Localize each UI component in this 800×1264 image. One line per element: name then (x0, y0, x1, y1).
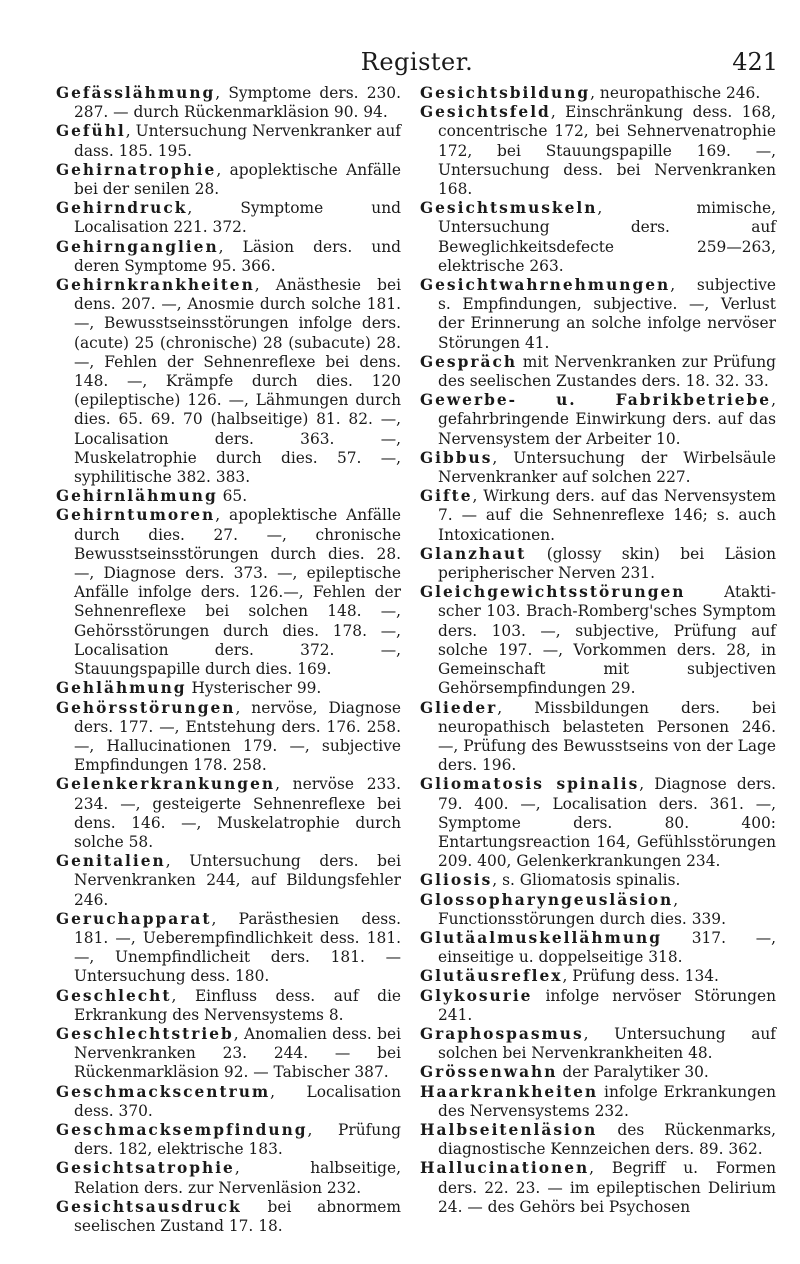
index-entry-headword: Glutäalmuskellähmung (420, 928, 662, 947)
index-entry (56, 987, 401, 1025)
index-entry-text: , Missbildungen ders. bei neuropathisch belasteten Personen 246. —, Prüfung des Bewusstseins von der Lage ders. 196. (438, 698, 776, 775)
index-entry (420, 84, 776, 103)
index-entry (420, 583, 776, 698)
index-entry (420, 967, 776, 986)
index-entry (56, 679, 401, 698)
index-entry-text: , Symptome und Localisation 221. 372. (74, 199, 401, 237)
index-entry-text: mit Nervenkranken zur Prüfung des seelischen Zustandes ders. 18. 32. 33. (438, 352, 776, 391)
index-entry-text: 65. (217, 487, 248, 506)
index-entry-text: , nervöse, Diagnose ders. 177. —, Entstehung ders. 176. 258. —, Hallucinationen 179. —, subjective Empfindungen 178. 258. (74, 698, 401, 775)
index-entry-text: , Symptome ders. 230. 287. — durch Rückenmarkläsion 90. 94. (74, 84, 401, 122)
index-entry-headword: Geschlechtstrieb (56, 1024, 234, 1043)
index-entry-text: Hysterischer 99. (186, 679, 322, 698)
index-entry-headword: Gehirnganglien (56, 237, 219, 256)
index-entry (56, 1159, 401, 1197)
index-entry-headword: Hallucinationen (420, 1159, 590, 1178)
index-entry (420, 1083, 776, 1121)
index-entry-headword: Gewerbe- u. Fabrikbetriebe (420, 391, 772, 410)
index-entry-headword: Gehirnlähmung (56, 487, 218, 506)
index-entry (56, 122, 401, 160)
index-entry-text: , Anästhesie bei dens. 207. —, Anosmie durch solche 181. —, Bewusstseinsstörungen infolge ders. (acute) 25 (chronische) 28 (subacute) 28. —, Fehlen der Sehnenreflexe bei dens. 148. —, Krämpfe durch dies. 120 (epileptische) 126. —, Lähmungen durch dies. 65. 69. 70 (halbseitige) 81. 82. —, Localisation ders. 363. —, Muskelatrophie durch dies. 57. —, syphilitische 382. 383. (74, 276, 401, 487)
index-entry (420, 987, 776, 1025)
index-entry-text: , mimische, Untersuchung ders. auf Beweglichkeitsdefecte 259—263, elektrische 263. (438, 199, 776, 275)
index-entry-headword: Gleichgewichtsstörungen (420, 583, 686, 602)
index-entry-text: , Begriff u. Formen ders. 22. 23. — im epileptischen Delirium 24. — des Gehörs bei Psychosen (438, 1159, 776, 1216)
index-entry-text: , Wirkung ders. auf das Nervensystem 7. — auf die Sehnenreflexe 146; s. auch Intoxicationen. (438, 487, 776, 544)
index-entry (420, 1063, 776, 1082)
index-entry-headword: Gespräch (420, 352, 518, 371)
index-entry-text: , nervöse 233. 234. —, gesteigerte Sehnenreflexe bei dens. 146. —, Muskelatrophie durch solche 58. (74, 775, 401, 851)
index-entry-headword: Glossopharyngeusläsion (420, 890, 674, 909)
index-entry-text: des Rückenmarks, diagnostische Kennzeichen ders. 89. 362. (438, 1120, 776, 1159)
index-entry-text: 317. —, einseitige u. doppelseitige 318. (438, 928, 776, 967)
index-entry (56, 1083, 401, 1121)
index-entry-headword: Geschmacksempfindung (56, 1120, 308, 1139)
index-entry-headword: Grössenwahn (420, 1063, 558, 1082)
index-entry (56, 1198, 401, 1236)
page-number: 421 (732, 48, 778, 76)
index-entry-text: infolge Erkrankungen des Nervensystems 232. (438, 1082, 776, 1120)
index-entry (56, 852, 401, 910)
index-entry-text: der Paralytiker 30. (557, 1063, 709, 1082)
index-entry-headword: Geschmackscentrum (56, 1082, 271, 1101)
index-entry (56, 775, 401, 852)
index-entry (420, 545, 776, 583)
index-entry (420, 1121, 776, 1159)
index-entry-text: , Localisation dess. 370. (74, 1082, 401, 1120)
index-entry (420, 199, 776, 276)
index-entry-headword: Gesichtsatrophie (56, 1159, 235, 1178)
index-entry-headword: Halbseitenläsion (420, 1120, 598, 1139)
index-entry-text: , Untersuchung Nervenkranker auf dass. 185. 195. (74, 122, 401, 160)
index-entry (56, 276, 401, 487)
index-entry-headword: Gehirntumoren (56, 506, 216, 525)
index-entry (56, 699, 401, 776)
index-entry-headword: Haarkrankheiten (420, 1082, 599, 1101)
index-entry-text: , Anomalien dess. bei Nervenkranken 23. 244. — bei Rückenmarkläsion 92. — Tabischer 387. (74, 1024, 401, 1082)
index-entry-text: , Untersuchung auf solchen bei Nervenkrankheiten 48. (438, 1024, 776, 1063)
right-index-column (420, 84, 776, 1217)
index-entry-headword: Gliosis (420, 871, 493, 890)
index-entry (56, 238, 401, 276)
index-entry (56, 910, 401, 987)
index-entry-text: , Prüfung dess. 134. (562, 967, 719, 986)
running-title: Register. (360, 48, 474, 76)
index-entry (420, 929, 776, 967)
index-entry-text: , Untersuchung ders. bei Nervenkranken 244, auf Bildungsfehler 246. (74, 852, 401, 909)
index-entry-text: , apoplektische Anfälle bei der senilen 28. (74, 160, 401, 199)
index-entry-headword: Gesichtsfeld (420, 103, 551, 122)
index-entry-headword: Gelenkerkrankungen (56, 775, 276, 794)
index-entry-headword: Gehirnatrophie (56, 160, 217, 179)
index-entry-text: , subjective s. Empfindungen, subjective. —, Verlust der Erinnerung an solche infolge nervöser Störungen 41. (438, 276, 776, 352)
index-entry-text: Ataktischer 103. Brach-Romberg'sches Symptom ders. 103. —, subjective, Prüfung auf solche 197. —, Vorkommen ders. 28, in Gemeinschaft mit subjectiven Gehörsempfindungen 29. (438, 583, 776, 698)
index-entry (56, 1121, 401, 1159)
index-entry-headword: Gliomatosis spinalis (420, 775, 640, 794)
index-entry-text: , apoplektische Anfälle durch dies. 27. —, chronische Bewusstseinsstörungen durch dies. 28. —, Diagnose ders. 373. —, epileptische Anfälle infolge ders. 126.—, Fehlen der Sehnenreflexe bei solchen 148. —, Gehörsstörungen durch dies. 178. —, Localisation ders. 372. —, Stauungspapille durch dies. 169. (74, 506, 401, 679)
index-entry-headword: Gesichtwahrnehmungen (420, 276, 671, 295)
index-entry-headword: Gesichtsmuskeln (420, 199, 598, 218)
index-entry (420, 699, 776, 776)
index-entry-headword: Graphospasmus (420, 1024, 584, 1043)
index-entry-headword: Geruchapparat (56, 909, 212, 928)
index-entry (420, 391, 776, 449)
index-entry (56, 199, 401, 237)
index-entry (420, 103, 776, 199)
index-entry (56, 506, 401, 679)
index-entry (420, 353, 776, 391)
index-entry-headword: Gehirnkrankheiten (56, 276, 255, 295)
index-entry-headword: Gehörsstörungen (56, 698, 236, 717)
index-entry-headword: Glykosurie (420, 986, 533, 1005)
index-entry-text: , Läsion ders. und deren Symptome 95. 366. (74, 237, 401, 275)
index-entry (56, 161, 401, 199)
page-header (56, 48, 778, 88)
index-entry-text: infolge nervöser Störungen 241. (438, 986, 776, 1024)
index-entry-text: , Einschränkung dess. 168, concentrische 172, bei Sehnervenatrophie 172, bei Stauungspapille 169. —, Untersuchung dess. bei Nervenkranken 168. (438, 103, 776, 199)
index-entry-text: , gefahrbringende Einwirkung ders. auf das Nervensystem der Arbeiter 10. (438, 391, 776, 448)
index-entry (420, 775, 776, 871)
index-entry-text: , Untersuchung der Wirbelsäule Nervenkranker auf solchen 227. (438, 448, 776, 487)
index-entry-text: , Functionsstörungen durch dies. 339. (438, 890, 726, 928)
index-entry-headword: Glutäusreflex (420, 967, 563, 986)
index-entry-text: , neuropathische 246. (590, 84, 761, 102)
index-entry-text: , Diagnose ders. 79. 400. —, Localisation ders. 361. —, Symptome ders. 80. 400: Entartungsreaction 164, Gefühlsstörungen 209. 400, Gelenkerkrankungen 234. (438, 775, 777, 871)
index-entry-headword: Gehirndruck (56, 199, 188, 218)
index-entry-headword: Geschlecht (56, 986, 172, 1005)
index-entry-headword: Glieder (420, 698, 498, 717)
index-entry (420, 1159, 776, 1217)
index-entry-text: , Prüfung ders. 182, elektrische 183. (74, 1120, 401, 1159)
index-entry (420, 1025, 776, 1063)
index-entry-headword: Gehlähmung (56, 679, 187, 698)
index-entry-headword: Glanzhaut (420, 544, 527, 563)
index-entry (420, 449, 776, 487)
index-entry (56, 1025, 401, 1083)
index-entry (56, 487, 401, 506)
left-index-column (56, 84, 401, 1236)
index-entry-text: , Parästhesien dess. 181. —, Ueberempfindlichkeit dess. 181. —, Unempfindlicheit ders. 181. — Untersuchung dess. 180. (74, 909, 401, 986)
index-entry (56, 84, 401, 122)
index-entry-headword: Gesichtsausdruck (56, 1197, 242, 1216)
index-entry (420, 276, 776, 353)
index-entry-text: , halbseitige, Relation ders. zur Nervenläsion 232. (74, 1159, 401, 1197)
index-entry-headword: Gefühl (56, 122, 126, 141)
index-entry-headword: Gifte (420, 487, 473, 506)
index-entry-text: , s. Gliomatosis spinalis. (492, 871, 681, 890)
index-entry-headword: Gefässlähmung (56, 84, 216, 102)
index-entry-text: (glossy skin) bei Läsion peripherischer Nerven 231. (438, 544, 776, 583)
index-entry (420, 487, 776, 545)
index-entry-headword: Gesichtsbildung (420, 84, 591, 102)
index-entry (420, 871, 776, 890)
index-entry-headword: Genitalien (56, 852, 166, 871)
index-entry-headword: Gibbus (420, 448, 493, 467)
index-entry-text: , Einfluss dess. auf die Erkrankung des Nervensystems 8. (74, 986, 401, 1024)
index-entry-text: bei abnormem seelischen Zustand 17. 18. (74, 1197, 401, 1235)
index-entry (420, 891, 776, 929)
